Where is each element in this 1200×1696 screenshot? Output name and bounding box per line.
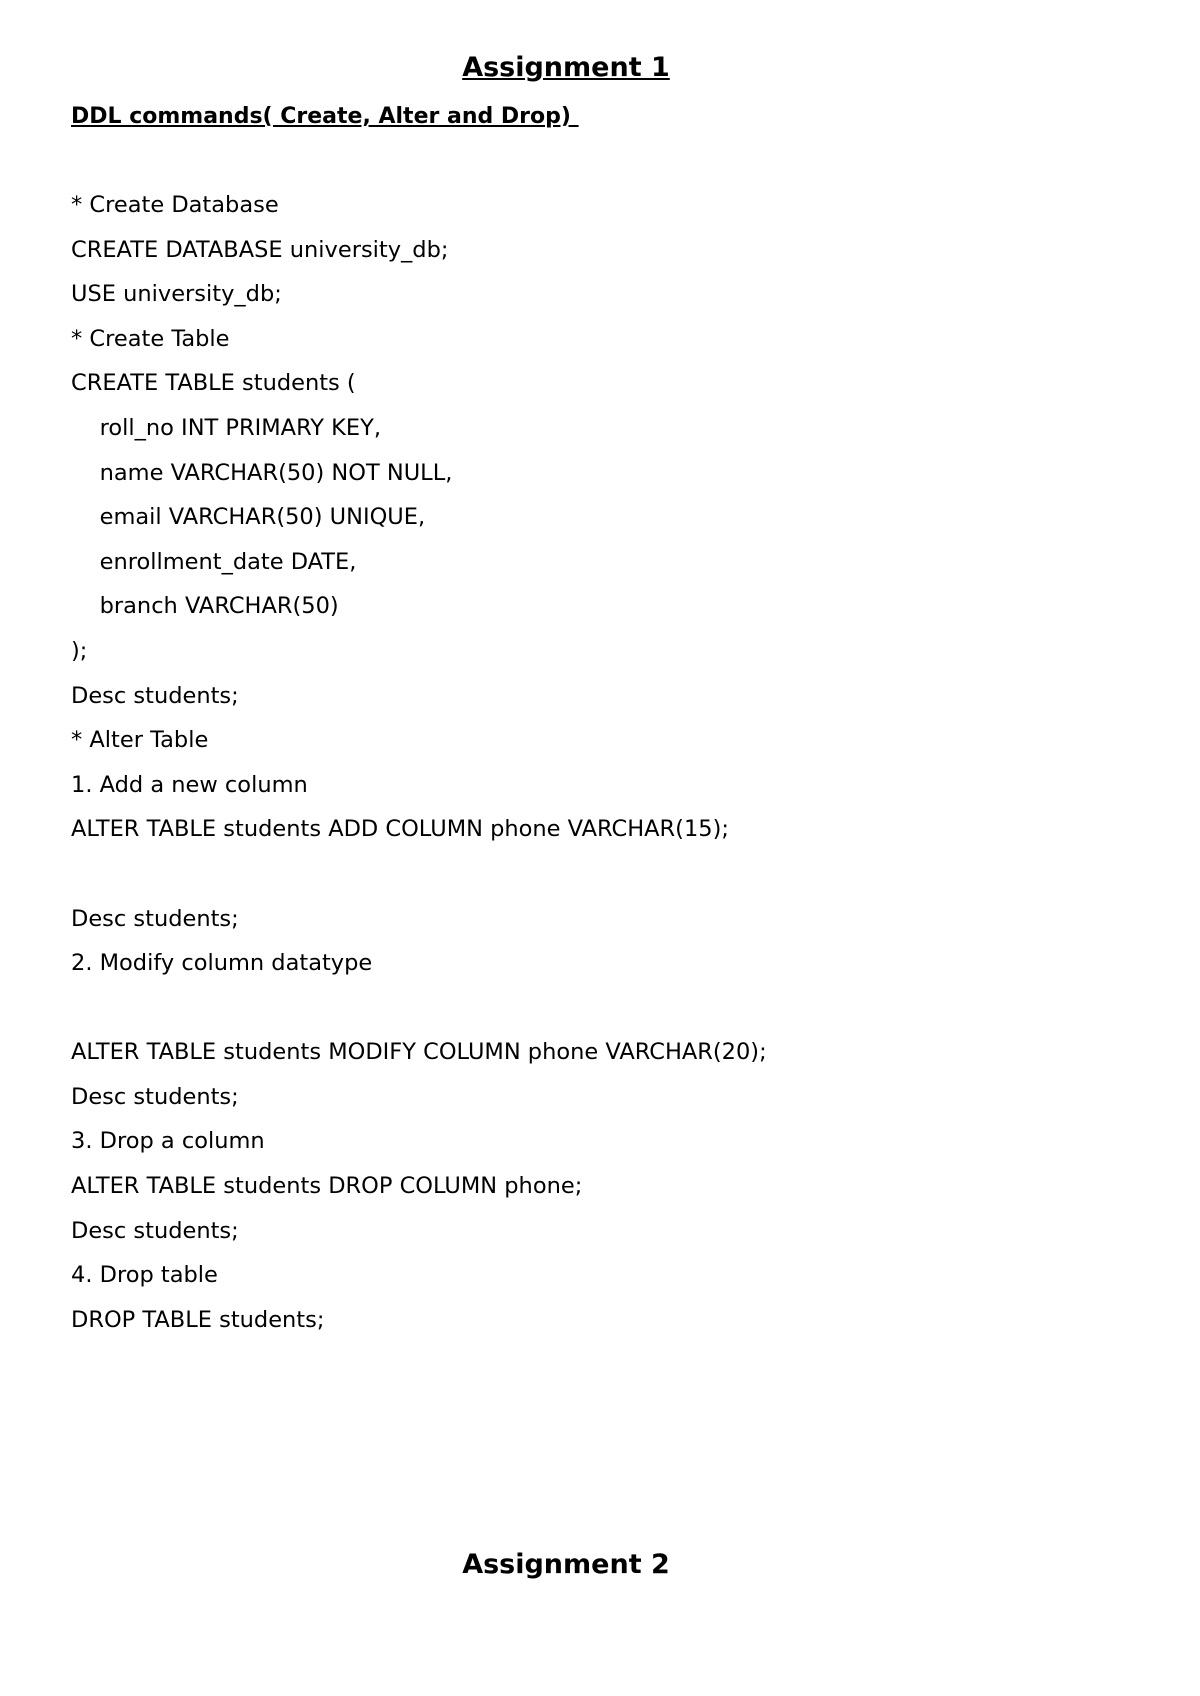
text-line: roll_no INT PRIMARY KEY, [71, 414, 382, 441]
text-line: Desc students; [71, 905, 239, 932]
text-line: USE university_db; [71, 281, 282, 308]
text-line: name VARCHAR(50) NOT NULL, [71, 459, 453, 486]
text-line: 3. Drop a column [71, 1128, 265, 1155]
text-line: ); [71, 637, 88, 664]
text-line: 1. Add a new column [71, 771, 308, 798]
text-line: ALTER TABLE students DROP COLUMN phone; [71, 1173, 583, 1200]
text-line: ALTER TABLE students ADD COLUMN phone VARCHAR(15); [71, 816, 729, 843]
text-line: * Alter Table [71, 727, 209, 754]
text-line: DROP TABLE students; [71, 1306, 325, 1333]
text-line: enrollment_date DATE, [71, 548, 357, 575]
text-line: Desc students; [71, 682, 239, 709]
text-line: * Create Database [71, 192, 279, 218]
text-line: branch VARCHAR(50) [71, 593, 339, 620]
page-title: Assignment 1 [462, 52, 670, 83]
text-line: 4. Drop table [71, 1262, 218, 1289]
text-line: * Create Table [71, 325, 230, 352]
next-assignment-title: Assignment 2 [462, 1549, 670, 1580]
text-line: email VARCHAR(50) UNIQUE, [71, 504, 426, 531]
text-line: Desc students; [71, 1217, 239, 1244]
text-line: 2. Modify column datatype [71, 950, 373, 977]
text-line: ALTER TABLE students MODIFY COLUMN phone VARCHAR(20); [71, 1039, 767, 1066]
text-line: Desc students; [71, 1083, 239, 1110]
text-line: CREATE DATABASE university_db; [71, 236, 449, 263]
code-listing [71, 191, 767, 1350]
text-line: CREATE TABLE students ( [71, 370, 356, 397]
section-heading: DDL commands( Create, Alter and Drop) [71, 104, 579, 129]
blank-line [71, 860, 767, 905]
blank-line [71, 994, 767, 1039]
